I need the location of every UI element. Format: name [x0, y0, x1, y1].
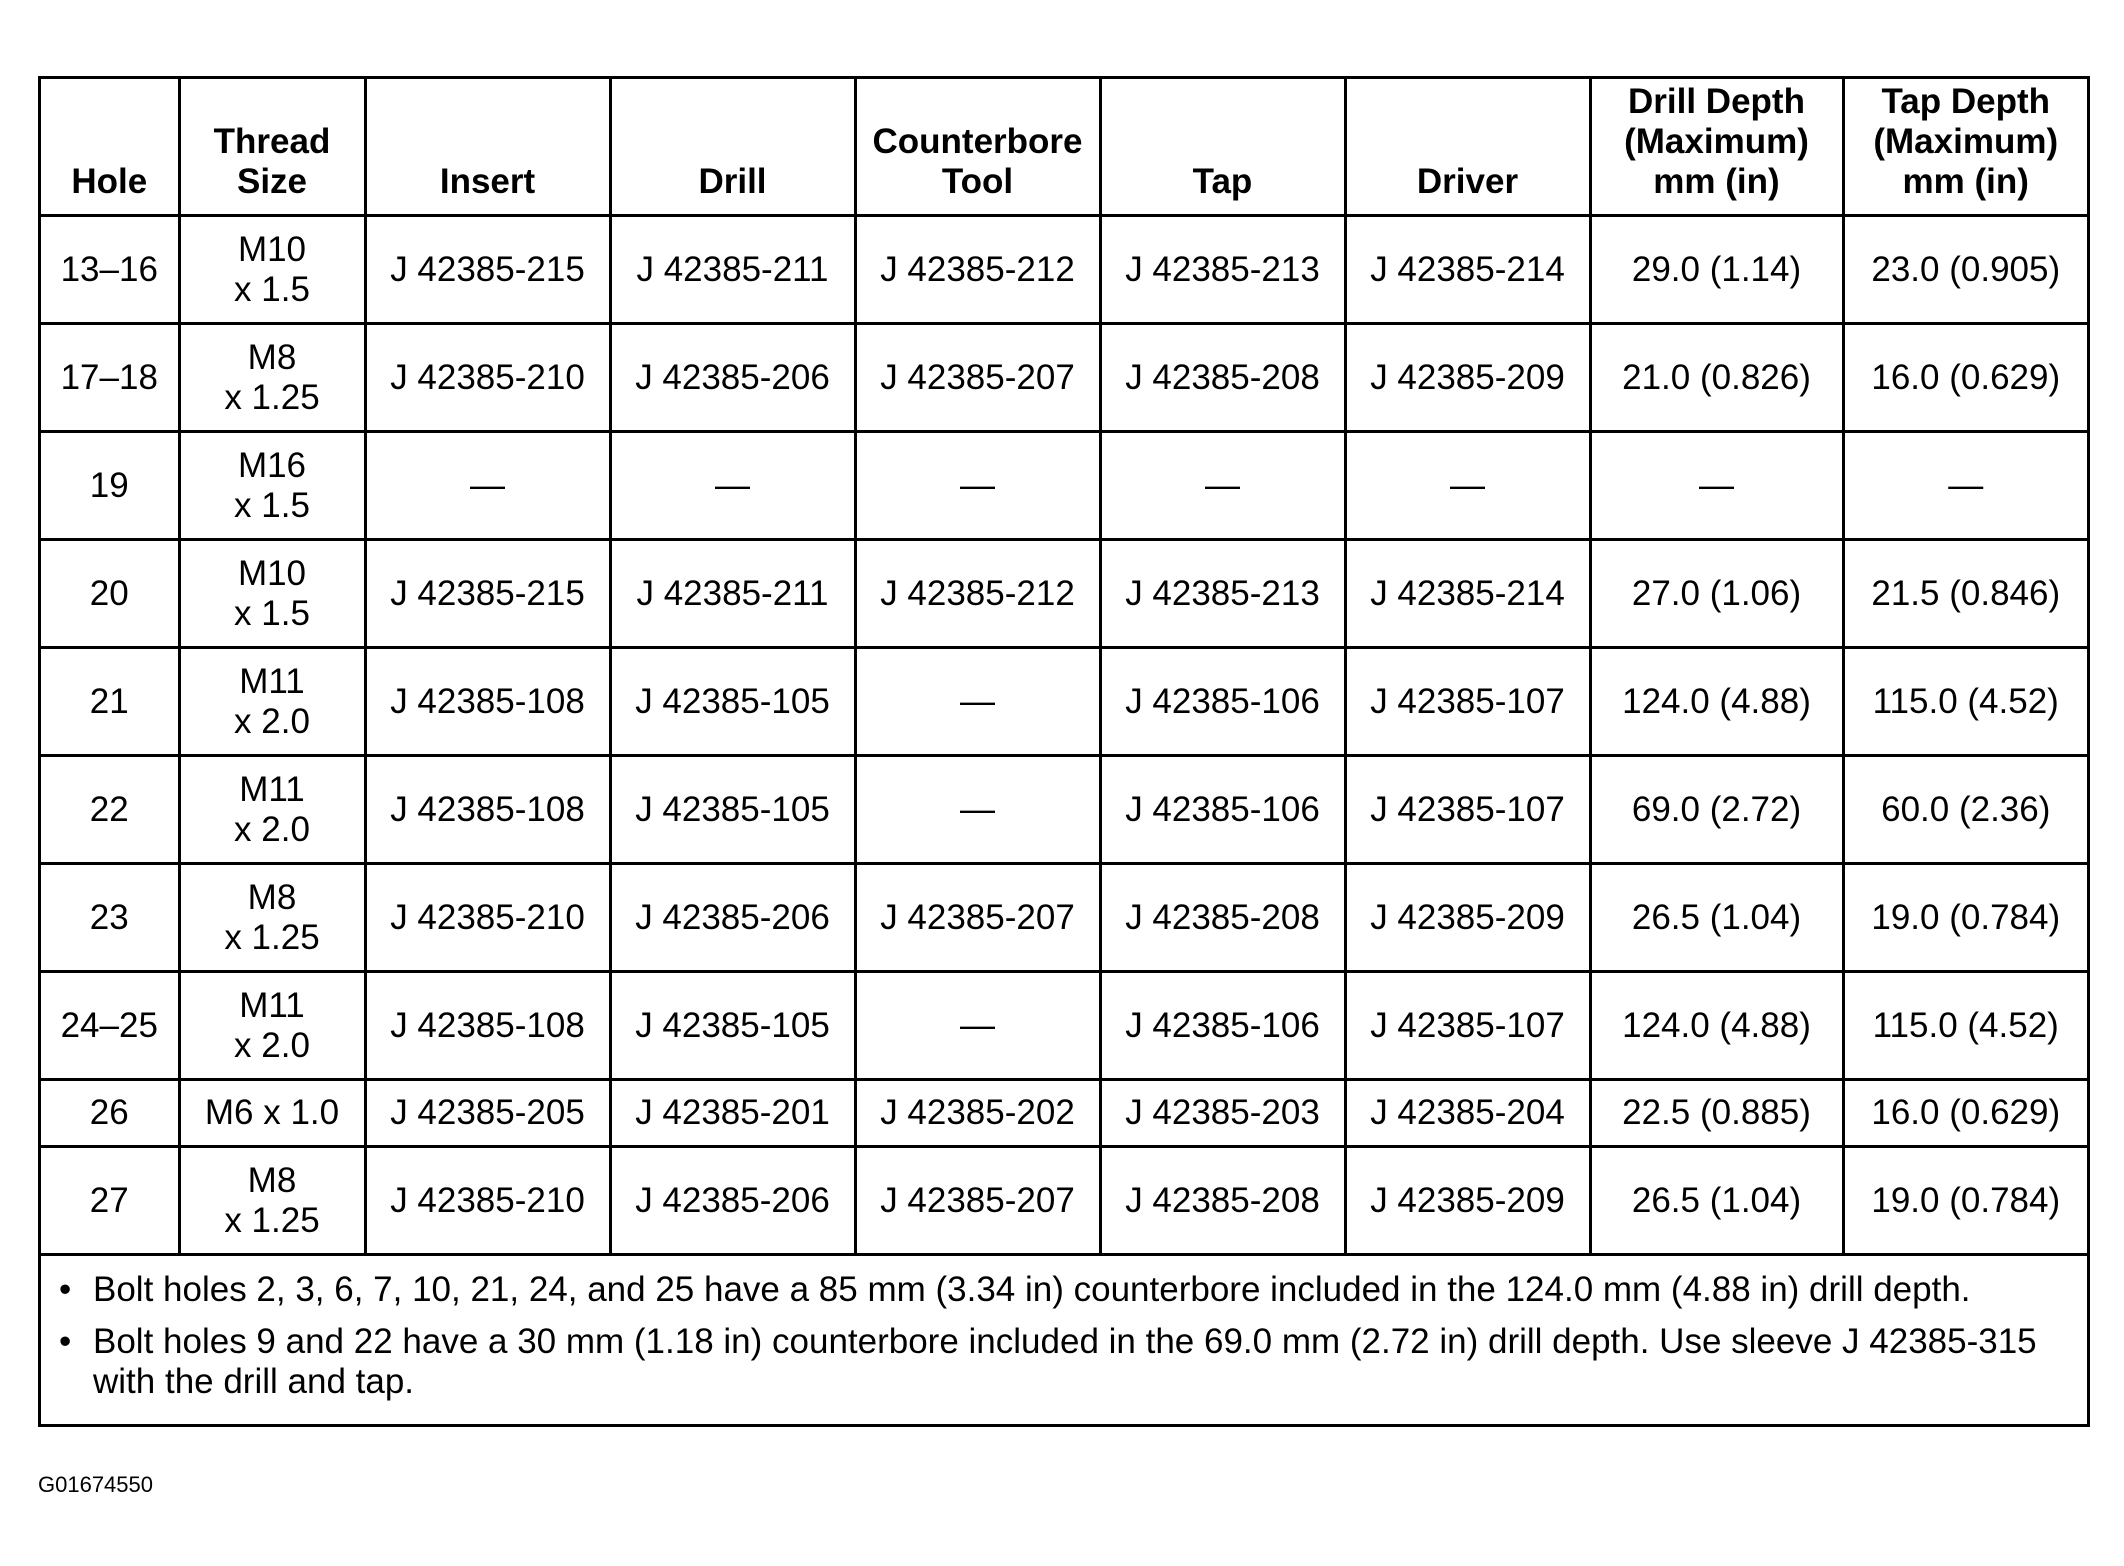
cell-insert [365, 540, 610, 648]
cell-hole [41, 540, 179, 648]
cell-tap [1100, 972, 1345, 1080]
cell-driver [1345, 540, 1590, 648]
cell-tap-depth [1843, 972, 2087, 1080]
cell-text: 22 [89, 789, 129, 829]
cell-tap [1100, 1080, 1345, 1147]
cell-drill-depth [1590, 216, 1843, 324]
cell-tap [1100, 756, 1345, 864]
cell-tap-depth [1843, 1147, 2087, 1255]
cell-text: J 42385-106 [1125, 789, 1320, 829]
cell-text: 24–25 [60, 1005, 158, 1045]
cell-tap-depth [1843, 324, 2087, 432]
cell-text: J 42385-210 [390, 897, 585, 937]
note-item [59, 1322, 2057, 1402]
cell-text: 26.5 (1.04) [1631, 1180, 1802, 1220]
cell-text: J 42385-215 [390, 249, 585, 289]
cell-text: J 42385-206 [635, 897, 830, 937]
cell-text: J 42385-209 [1370, 897, 1565, 937]
cell-text: J 42385-204 [1370, 1093, 1565, 1132]
cell-text: 29.0 (1.14) [1631, 249, 1802, 289]
cell-text: 26.5 (1.04) [1631, 897, 1802, 937]
cell-tap [1100, 648, 1345, 756]
cell-hole [41, 216, 179, 324]
cell-hole [41, 432, 179, 540]
cell-text: — [1948, 465, 1984, 505]
cell-thread-size [179, 432, 365, 540]
cell-driver [1345, 756, 1590, 864]
cell-hole [41, 972, 179, 1080]
cell-hole [41, 864, 179, 972]
cell-text: 19 [89, 465, 129, 505]
cell-text: J 42385-108 [390, 681, 585, 721]
notes-section [41, 1256, 2087, 1424]
cell-text: J 42385-209 [1370, 357, 1565, 397]
table-row [41, 216, 2087, 324]
header-drill-depth: Drill Depth (Maximum) mm (in) [1590, 79, 1843, 216]
cell-text: J 42385-210 [390, 1180, 585, 1220]
cell-text: J 42385-214 [1370, 249, 1565, 289]
cell-tap-depth [1843, 540, 2087, 648]
cell-drill [610, 648, 855, 756]
table-row [41, 1080, 2087, 1147]
cell-text: — [960, 1005, 995, 1045]
figure-id: G01674550 [38, 1472, 153, 1497]
cell-insert [365, 864, 610, 972]
table-row [41, 864, 2087, 972]
cell-text: J 42385-207 [880, 357, 1075, 397]
cell-drill [610, 216, 855, 324]
cell-text: — [960, 789, 995, 829]
cell-text: 27 [89, 1180, 129, 1220]
cell-text: J 42385-107 [1370, 681, 1565, 721]
cell-text: J 42385-213 [1125, 573, 1320, 613]
cell-drill-depth [1590, 756, 1843, 864]
cell-text: J 42385-105 [635, 1005, 830, 1045]
cell-tap-depth [1843, 1080, 2087, 1147]
cell-driver [1345, 324, 1590, 432]
bullet-icon: • [59, 1322, 72, 1361]
cell-text: M11 x 2.0 [234, 661, 310, 741]
header-insert: Insert [365, 79, 610, 216]
header-driver: Driver [1345, 79, 1590, 216]
table-row [41, 540, 2087, 648]
cell-tap-depth [1843, 216, 2087, 324]
cell-drill-depth [1590, 1147, 1843, 1255]
cell-text: 23.0 (0.905) [1871, 249, 2061, 289]
cell-tap-depth [1843, 864, 2087, 972]
cell-tap [1100, 216, 1345, 324]
cell-text: — [470, 465, 505, 505]
cell-text: J 42385-211 [636, 573, 829, 613]
cell-drill [610, 432, 855, 540]
cell-text: 19.0 (0.784) [1871, 897, 2061, 937]
cell-tap-depth [1843, 432, 2087, 540]
cell-text: J 42385-206 [635, 1180, 830, 1220]
cell-counterbore-tool [855, 1080, 1100, 1147]
cell-thread-size [179, 216, 365, 324]
cell-insert [365, 648, 610, 756]
cell-text: 23 [89, 897, 129, 937]
cell-insert [365, 972, 610, 1080]
cell-insert [365, 432, 610, 540]
cell-text: J 42385-105 [635, 789, 830, 829]
cell-drill [610, 324, 855, 432]
table-row [41, 432, 2087, 540]
cell-thread-size [179, 648, 365, 756]
cell-text: 22.5 (0.885) [1622, 1093, 1811, 1132]
cell-drill-depth [1590, 972, 1843, 1080]
cell-text: J 42385-108 [390, 789, 585, 829]
cell-text: J 42385-215 [390, 573, 585, 613]
cell-text: J 42385-108 [390, 1005, 585, 1045]
cell-text: J 42385-206 [635, 357, 830, 397]
cell-drill [610, 1080, 855, 1147]
header-thread-size: Thread Size [179, 79, 365, 216]
cell-text: 21 [89, 681, 129, 721]
cell-tap [1100, 324, 1345, 432]
cell-text: J 42385-213 [1125, 249, 1320, 289]
note-item [59, 1270, 2057, 1310]
cell-text: J 42385-211 [636, 249, 829, 289]
cell-text: J 42385-205 [390, 1093, 585, 1132]
cell-text: J 42385-106 [1125, 1005, 1320, 1045]
cell-drill [610, 864, 855, 972]
cell-text: — [960, 681, 995, 721]
cell-text: J 42385-212 [880, 249, 1075, 289]
cell-thread-size [179, 540, 365, 648]
table-row [41, 972, 2087, 1080]
cell-drill-depth [1590, 648, 1843, 756]
cell-driver [1345, 864, 1590, 972]
cell-text: M6 x 1.0 [204, 1093, 340, 1132]
note-text: Bolt holes 2, 3, 6, 7, 10, 21, 24, and 25 have a 85 mm (3.34 in) counterbore included in the 124.0 mm (4.88 in) drill depth. [93, 1270, 1971, 1309]
cell-hole [41, 1147, 179, 1255]
cell-drill [610, 972, 855, 1080]
header-drill: Drill [610, 79, 855, 216]
cell-text: J 42385-212 [880, 573, 1075, 613]
cell-driver [1345, 648, 1590, 756]
header-tap: Tap [1100, 79, 1345, 216]
cell-text: J 42385-209 [1370, 1180, 1565, 1220]
cell-counterbore-tool [855, 756, 1100, 864]
spec-table-frame [38, 76, 2090, 1427]
cell-hole [41, 324, 179, 432]
cell-text: J 42385-202 [880, 1093, 1075, 1132]
cell-insert [365, 216, 610, 324]
table-row [41, 324, 2087, 432]
cell-text: M8 x 1.25 [224, 877, 320, 957]
cell-counterbore-tool [855, 432, 1100, 540]
cell-text: 13–16 [60, 249, 158, 289]
cell-text: — [1450, 465, 1485, 505]
cell-text: 17–18 [60, 357, 158, 397]
cell-text: 19.0 (0.784) [1871, 1180, 2061, 1220]
cell-text: — [960, 465, 995, 505]
cell-insert [365, 1147, 610, 1255]
cell-drill [610, 756, 855, 864]
cell-text: 115.0 (4.52) [1872, 1005, 2059, 1045]
cell-counterbore-tool [855, 540, 1100, 648]
cell-insert [365, 1080, 610, 1147]
cell-text: 60.0 (2.36) [1881, 789, 2051, 829]
cell-insert [365, 324, 610, 432]
cell-text: M10 x 1.5 [234, 553, 310, 633]
cell-counterbore-tool [855, 864, 1100, 972]
cell-text: J 42385-207 [880, 1180, 1075, 1220]
cell-text: M10 x 1.5 [234, 229, 310, 309]
cell-tap-depth [1843, 648, 2087, 756]
cell-text: J 42385-105 [635, 681, 830, 721]
cell-text: J 42385-201 [635, 1093, 830, 1132]
cell-drill [610, 540, 855, 648]
cell-drill-depth [1590, 432, 1843, 540]
header-counterbore-tool: Counterbore Tool [855, 79, 1100, 216]
cell-text: — [715, 465, 750, 505]
cell-text: J 42385-214 [1370, 573, 1565, 613]
cell-counterbore-tool [855, 648, 1100, 756]
cell-text: 21.0 (0.826) [1622, 357, 1811, 397]
header-row [41, 79, 2087, 216]
cell-text: J 42385-208 [1125, 897, 1320, 937]
cell-text: 124.0 (4.88) [1622, 681, 1811, 721]
cell-text: M16 x 1.5 [234, 445, 310, 525]
cell-driver [1345, 432, 1590, 540]
cell-text: 21.5 (0.846) [1871, 573, 2061, 613]
cell-text: 26 [89, 1093, 129, 1132]
cell-drill-depth [1590, 324, 1843, 432]
cell-text: J 42385-208 [1125, 1180, 1320, 1220]
cell-tap [1100, 540, 1345, 648]
cell-counterbore-tool [855, 324, 1100, 432]
cell-text: M8 x 1.25 [224, 1160, 320, 1240]
cell-thread-size [179, 324, 365, 432]
cell-text: J 42385-107 [1370, 789, 1565, 829]
cell-driver [1345, 972, 1590, 1080]
cell-text: 16.0 (0.629) [1871, 357, 2061, 397]
cell-text: M8 x 1.25 [224, 337, 320, 417]
cell-drill-depth [1590, 540, 1843, 648]
table-row [41, 756, 2087, 864]
cell-tap-depth [1843, 756, 2087, 864]
cell-text: 124.0 (4.88) [1622, 1005, 1811, 1045]
cell-driver [1345, 216, 1590, 324]
cell-text: J 42385-207 [880, 897, 1075, 937]
cell-driver [1345, 1080, 1590, 1147]
cell-thread-size [179, 756, 365, 864]
cell-thread-size [179, 972, 365, 1080]
cell-drill-depth [1590, 864, 1843, 972]
header-hole: Hole [41, 79, 179, 216]
cell-text: 20 [89, 573, 129, 613]
cell-driver [1345, 1147, 1590, 1255]
cell-text: — [1205, 465, 1240, 505]
cell-text: M11 x 2.0 [234, 769, 310, 849]
cell-counterbore-tool [855, 216, 1100, 324]
cell-thread-size [179, 864, 365, 972]
cell-text: J 42385-106 [1125, 681, 1320, 721]
cell-thread-size [179, 1147, 365, 1255]
cell-text: 115.0 (4.52) [1872, 681, 2059, 721]
cell-hole [41, 1080, 179, 1147]
bullet-icon: • [59, 1270, 72, 1309]
cell-tap [1100, 1147, 1345, 1255]
cell-text: — [1699, 465, 1734, 505]
note-text: Bolt holes 9 and 22 have a 30 mm (1.18 in) counterbore included in the 69.0 mm (2.72 in) drill depth. Use sleeve J 42385-315 with the drill and tap. [93, 1322, 2037, 1401]
cell-insert [365, 756, 610, 864]
cell-drill-depth [1590, 1080, 1843, 1147]
cell-hole [41, 756, 179, 864]
cell-text: 27.0 (1.06) [1631, 573, 1802, 613]
table-row [41, 1147, 2087, 1255]
cell-text: 69.0 (2.72) [1631, 789, 1802, 829]
cell-tap [1100, 432, 1345, 540]
cell-drill [610, 1147, 855, 1255]
cell-tap [1100, 864, 1345, 972]
cell-text: J 42385-208 [1125, 357, 1320, 397]
header-tap-depth: Tap Depth (Maximum) mm (in) [1843, 79, 2087, 216]
cell-hole [41, 648, 179, 756]
cell-text: J 42385-107 [1370, 1005, 1565, 1045]
cell-text: 16.0 (0.629) [1871, 1093, 2061, 1132]
cell-counterbore-tool [855, 972, 1100, 1080]
cell-text: J 42385-210 [390, 357, 585, 397]
table-row [41, 648, 2087, 756]
cell-counterbore-tool [855, 1147, 1100, 1255]
tool-spec-table [41, 79, 2087, 1256]
cell-text: M11 x 2.0 [234, 985, 310, 1065]
cell-text: J 42385-203 [1125, 1093, 1320, 1132]
cell-thread-size [179, 1080, 365, 1147]
